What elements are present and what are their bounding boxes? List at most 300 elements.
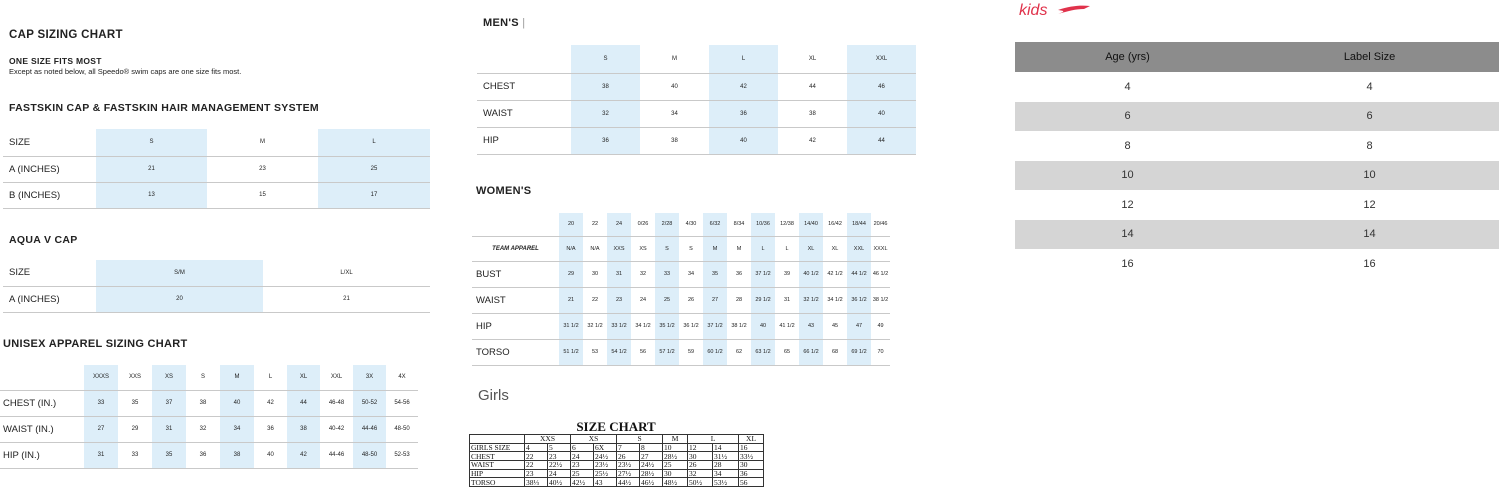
table-cell: 65 [775, 339, 799, 365]
header-cell: XXL [320, 365, 353, 390]
table-cell: 37 1/2 [751, 261, 775, 287]
label-size-cell: 10 [1240, 161, 1499, 191]
table-row [0, 416, 418, 442]
age-cell: 14 [1015, 220, 1240, 250]
table-cell: XXS [607, 236, 631, 261]
table-cell: 4/30 [679, 213, 703, 236]
table-cell: 29 [559, 261, 583, 287]
header-cell: XS [152, 365, 186, 390]
row-label: BUST [472, 261, 559, 287]
table-row [1015, 190, 1499, 220]
row-label: HIP [477, 127, 571, 154]
table-cell: 31 [152, 416, 186, 442]
kids-table [1015, 42, 1499, 279]
table-cell: 36 [571, 127, 640, 154]
table-cell: 12/38 [775, 213, 799, 236]
table-cell: 24 [548, 469, 571, 478]
table-cell: L [751, 236, 775, 261]
label-size-cell: 6 [1240, 102, 1499, 132]
table-cell: 48-50 [386, 416, 418, 442]
table-cell: 40 1/2 [799, 261, 823, 287]
header-cell: M [207, 129, 318, 156]
table-cell: 40½ [548, 478, 571, 487]
table-cell: 66 1/2 [799, 339, 823, 365]
table-cell: N/A [559, 236, 583, 261]
table-row [472, 313, 890, 339]
table-cell: 22½ [548, 461, 571, 470]
table-cell: XXXL [871, 236, 890, 261]
header-cell: SIZE [3, 129, 96, 156]
table-cell: 38 [220, 442, 254, 468]
row-label: WAIST (IN.) [0, 416, 84, 442]
row-label: WAIST [477, 100, 571, 127]
table-cell: 5 [548, 443, 571, 452]
table-cell: 6X [594, 443, 617, 452]
table-cell: 59 [679, 339, 703, 365]
table-cell: 56 [631, 339, 655, 365]
table-cell: 28½ [640, 469, 663, 478]
table-cell: S [679, 236, 703, 261]
table-cell: 34 1/2 [823, 287, 847, 313]
table-cell: 33 1/2 [607, 313, 631, 339]
table-cell: 44-46 [320, 442, 353, 468]
table-cell: 70 [871, 339, 890, 365]
speedo-swoosh-icon [1058, 6, 1090, 14]
header-cell: XL [778, 45, 847, 73]
table-row [3, 286, 430, 312]
header-cell [477, 45, 571, 73]
age-cell: 16 [1121, 257, 1134, 270]
table-cell: 38 1/2 [871, 287, 890, 313]
unisex-title: UNISEX APPAREL SIZING CHART [3, 338, 188, 350]
table-cell: 57 1/2 [655, 339, 679, 365]
label-size-cell: 16 [1363, 257, 1376, 270]
header-cell: S [186, 365, 220, 390]
table-cell: 42 [254, 390, 287, 416]
table-cell: 26 [617, 452, 640, 461]
table-cell: 38⅓ [525, 478, 548, 487]
table-cell: 36 [186, 442, 220, 468]
group-cell: S [617, 435, 663, 444]
row-label: HIP [472, 313, 559, 339]
table-cell: 44 [847, 127, 916, 154]
unisex-table [0, 365, 418, 469]
table-cell: 35 [703, 261, 727, 287]
table-cell: 37 [152, 390, 186, 416]
table-cell: 6 [571, 443, 594, 452]
table-header-row [3, 260, 430, 286]
table-row [477, 127, 916, 154]
table-cell: 39 [775, 261, 799, 287]
table-cell: 31 [775, 287, 799, 313]
table-cell: 16 [739, 443, 764, 452]
table-row [1015, 220, 1499, 250]
table-cell: L [775, 236, 799, 261]
cap-chart-title: CAP SIZING CHART [9, 29, 123, 41]
age-cell: 12 [1121, 198, 1134, 211]
header-cell: XL [287, 365, 320, 390]
table-cell: 38 [640, 127, 709, 154]
table-cell: 44 [778, 73, 847, 100]
table-cell: 50½ [688, 478, 713, 487]
table-cell: 34 1/2 [631, 313, 655, 339]
table-cell: 32 [571, 100, 640, 127]
table-cell: 21 [96, 156, 207, 182]
womens-table [472, 213, 890, 366]
header-cell: Age (yrs) [1015, 42, 1240, 72]
row-label: WAIST [470, 461, 525, 470]
table-cell: 14 [713, 443, 739, 452]
table-cell: 23 [571, 461, 594, 470]
row-label [472, 213, 559, 236]
table-cell: M [727, 236, 751, 261]
table-cell: 44 [287, 390, 320, 416]
header-cell: L [318, 129, 430, 156]
table-cell: 4 [525, 443, 548, 452]
table-cell: 29 1/2 [751, 287, 775, 313]
table-cell: 23 [525, 469, 548, 478]
fastskin-table [3, 129, 430, 209]
row-label: A (INCHES) [3, 286, 96, 312]
table-cell: 33 [84, 390, 118, 416]
table-cell: 22 [525, 452, 548, 461]
table-cell: XXL [847, 236, 871, 261]
header-cell: M [640, 45, 709, 73]
group-cell: XXS [525, 435, 571, 444]
table-cell: 40 [220, 390, 254, 416]
table-cell: 14/40 [799, 213, 823, 236]
age-cell: 10 [1015, 161, 1240, 191]
group-cell: M [663, 435, 688, 444]
header-cell: L/XL [263, 260, 430, 286]
table-cell: 22 [525, 461, 548, 470]
table-header-row [1015, 42, 1499, 72]
table-cell: 43 [594, 478, 617, 487]
table-row [472, 261, 890, 287]
table-cell: 53½ [713, 478, 739, 487]
table-cell: 40 [709, 127, 778, 154]
table-cell: 20/46 [871, 213, 890, 236]
table-cell: 28 [713, 461, 739, 470]
table-cell: 34 [220, 416, 254, 442]
table-cell: 24 [631, 287, 655, 313]
table-row [0, 442, 418, 468]
table-cell: 60 1/2 [703, 339, 727, 365]
age-cell: 6 [1015, 102, 1240, 132]
table-row [470, 469, 764, 478]
row-label: HIP [470, 469, 525, 478]
table-row [470, 478, 764, 487]
table-cell: XL [799, 236, 823, 261]
group-cell: XL [739, 435, 764, 444]
table-cell: 30 [583, 261, 607, 287]
kids-logo [1018, 0, 1092, 20]
fastskin-title: FASTSKIN CAP & FASTSKIN HAIR MANAGEMENT SYSTEM [9, 102, 319, 114]
size-group-row [470, 435, 764, 444]
table-cell: 41 1/2 [775, 313, 799, 339]
title-divider: | [522, 17, 526, 29]
header-cell [0, 365, 84, 390]
table-cell: 0/26 [631, 213, 655, 236]
table-cell: 52-53 [386, 442, 418, 468]
table-row [0, 390, 418, 416]
table-cell: 20 [559, 213, 583, 236]
table-cell: 49 [871, 313, 890, 339]
table-cell: 27 [640, 452, 663, 461]
table-cell: 44½ [617, 478, 640, 487]
table-row [470, 452, 764, 461]
table-cell: 31 [84, 442, 118, 468]
table-cell: 13 [96, 182, 207, 208]
table-cell: 42 [778, 127, 847, 154]
table-row [477, 73, 916, 100]
table-cell: 69 1/2 [847, 339, 871, 365]
girls-table [469, 434, 764, 487]
girls-chart-title: SIZE CHART [576, 419, 656, 434]
label-size-cell: 8 [1366, 139, 1373, 152]
table-cell: 36 [727, 261, 751, 287]
table-cell: 56 [739, 478, 764, 487]
table-cell: 38 1/2 [727, 313, 751, 339]
girls-title: Girls [478, 387, 509, 404]
header-cell: 4X [386, 365, 418, 390]
row-label: WAIST [472, 287, 559, 313]
table-cell: 25 [663, 461, 688, 470]
table-cell: 31 [607, 261, 631, 287]
table-cell: 31 1/2 [559, 313, 583, 339]
table-row [3, 156, 430, 182]
table-cell: 33 [118, 442, 152, 468]
row-label: TORSO [472, 339, 559, 365]
table-cell: 47 [847, 313, 871, 339]
table-cell: 45 [823, 313, 847, 339]
table-cell: 32 [631, 261, 655, 287]
table-cell: 35 [118, 390, 152, 416]
table-cell: 12 [688, 443, 713, 452]
table-cell: 40-42 [320, 416, 353, 442]
table-row [472, 339, 890, 365]
aqua-v-table [3, 260, 430, 313]
table-row [1015, 161, 1499, 191]
table-cell: 54 1/2 [607, 339, 631, 365]
table-cell: 42 1/2 [823, 261, 847, 287]
table-cell: 8 [640, 443, 663, 452]
group-cell: L [688, 435, 739, 444]
table-row [3, 182, 430, 208]
table-cell: 8/34 [727, 213, 751, 236]
label-size-cell: 14 [1240, 220, 1499, 250]
row-label: GIRLS SIZE [470, 443, 525, 452]
table-cell: 10 [663, 443, 688, 452]
table-cell: 16/42 [823, 213, 847, 236]
row-label: CHEST (IN.) [0, 390, 84, 416]
table-cell: 35 [152, 442, 186, 468]
table-header-row [477, 45, 916, 73]
table-cell: 43 [799, 313, 823, 339]
table-cell: 23½ [594, 461, 617, 470]
table-cell: 51 1/2 [559, 339, 583, 365]
table-row [477, 100, 916, 127]
table-cell: 29 [118, 416, 152, 442]
table-cell: 26 [688, 461, 713, 470]
table-cell: 36 [739, 469, 764, 478]
table-header-row [470, 443, 764, 452]
table-cell: 34 [713, 469, 739, 478]
table-cell: 48½ [663, 478, 688, 487]
table-cell: 44-46 [353, 416, 386, 442]
table-cell: 21 [559, 287, 583, 313]
header-cell: L [254, 365, 287, 390]
table-cell: 46 1/2 [871, 261, 890, 287]
table-cell: 54-56 [386, 390, 418, 416]
header-cell: 3X [353, 365, 386, 390]
row-label: CHEST [477, 73, 571, 100]
table-cell: 7 [617, 443, 640, 452]
table-cell: 46-48 [320, 390, 353, 416]
row-label: CHEST [470, 452, 525, 461]
table-cell: 38 [571, 73, 640, 100]
table-cell: 36 [709, 100, 778, 127]
table-cell: 40 [847, 100, 916, 127]
header-cell: S [96, 129, 207, 156]
cap-chart-subtitle: ONE SIZE FITS MOST [9, 56, 102, 66]
table-cell: 26 [679, 287, 703, 313]
header-cell: XXS [118, 365, 152, 390]
table-cell: 38 [287, 416, 320, 442]
table-cell: 10/36 [751, 213, 775, 236]
header-cell: Label Size [1240, 42, 1499, 72]
table-cell: 37 1/2 [703, 313, 727, 339]
mens-title [483, 17, 525, 29]
table-cell: 46½ [640, 478, 663, 487]
table-cell: 50-52 [353, 390, 386, 416]
table-cell: 36 1/2 [847, 287, 871, 313]
table-cell: 34 [640, 100, 709, 127]
table-cell: 40 [640, 73, 709, 100]
table-cell: 27½ [617, 469, 640, 478]
row-label: TEAM APPAREL [472, 236, 559, 261]
table-cell: 42 [287, 442, 320, 468]
mens-table [477, 45, 916, 155]
header-cell: M [220, 365, 254, 390]
age-cell: 4 [1124, 80, 1131, 93]
table-cell: 42 [709, 73, 778, 100]
table-header-row [0, 365, 418, 390]
table-cell: 32 [688, 469, 713, 478]
table-cell: 24 [607, 213, 631, 236]
table-cell: 62 [727, 339, 751, 365]
table-row [1015, 102, 1499, 132]
header-cell: XXL [847, 45, 916, 73]
label-size-cell: 12 [1363, 198, 1376, 211]
table-cell: 25 [571, 469, 594, 478]
table-cell: 25 [318, 156, 430, 182]
table-cell: 24 [571, 452, 594, 461]
table-cell: 40 [751, 313, 775, 339]
table-cell: 23½ [617, 461, 640, 470]
row-label: TORSO [470, 478, 525, 487]
table-cell: 23 [548, 452, 571, 461]
table-row [470, 461, 764, 470]
group-cell: XS [571, 435, 617, 444]
table-cell: 24½ [640, 461, 663, 470]
group-cell [470, 435, 525, 444]
table-row [1015, 131, 1499, 161]
table-cell: 44 1/2 [847, 261, 871, 287]
table-cell: 15 [207, 182, 318, 208]
table-cell: 23 [207, 156, 318, 182]
row-label: A (INCHES) [3, 156, 96, 182]
header-cell: L [709, 45, 778, 73]
table-cell: 17 [318, 182, 430, 208]
header-cell: S [571, 45, 640, 73]
table-cell: 22 [583, 287, 607, 313]
table-cell: 32 [186, 416, 220, 442]
table-cell: 22 [583, 213, 607, 236]
table-cell: 33½ [739, 452, 764, 461]
table-cell: 35 1/2 [655, 313, 679, 339]
table-cell: 36 [254, 416, 287, 442]
header-cell: S/M [96, 260, 263, 286]
label-size-cell: 4 [1366, 80, 1373, 93]
table-cell: 25½ [594, 469, 617, 478]
header-cell: XXXS [84, 365, 118, 390]
table-cell: 25 [655, 287, 679, 313]
table-cell: 63 1/2 [751, 339, 775, 365]
table-cell: N/A [583, 236, 607, 261]
row-label: B (INCHES) [3, 182, 96, 208]
kids-logo-text: kids [1019, 2, 1048, 19]
table-cell: 28½ [663, 452, 688, 461]
table-cell: 34 [679, 261, 703, 287]
table-cell: 38 [778, 100, 847, 127]
row-label: HIP (IN.) [0, 442, 84, 468]
table-cell: 27 [84, 416, 118, 442]
table-cell: 32 1/2 [799, 287, 823, 313]
table-cell: 23 [607, 287, 631, 313]
header-cell: SIZE [3, 260, 96, 286]
cap-chart-note: Except as noted below, all Speedo® swim caps are one size fits most. [9, 67, 242, 76]
table-cell: 30 [663, 469, 688, 478]
table-cell: 28 [727, 287, 751, 313]
table-cell: 30 [739, 461, 764, 470]
table-cell: 38 [186, 390, 220, 416]
womens-title: WOMEN'S [476, 185, 532, 197]
table-team-row [472, 236, 890, 261]
table-cell: 48-50 [353, 442, 386, 468]
table-cell: XL [823, 236, 847, 261]
table-cell: 68 [823, 339, 847, 365]
table-cell: 2/28 [655, 213, 679, 236]
table-header-row [472, 213, 890, 236]
table-cell: 42½ [571, 478, 594, 487]
table-cell: 18/44 [847, 213, 871, 236]
table-cell: S [655, 236, 679, 261]
table-row [1015, 249, 1499, 279]
table-cell: 40 [254, 442, 287, 468]
table-cell: 20 [96, 286, 263, 312]
table-cell: 32 1/2 [583, 313, 607, 339]
aqua-v-title: AQUA V CAP [9, 234, 78, 246]
table-cell: 33 [655, 261, 679, 287]
table-cell: 30 [688, 452, 713, 461]
table-cell: 31½ [713, 452, 739, 461]
table-row [472, 287, 890, 313]
table-cell: 21 [263, 286, 430, 312]
mens-title-text: MEN'S [483, 17, 519, 29]
table-cell: 24½ [594, 452, 617, 461]
table-row [1015, 72, 1499, 102]
